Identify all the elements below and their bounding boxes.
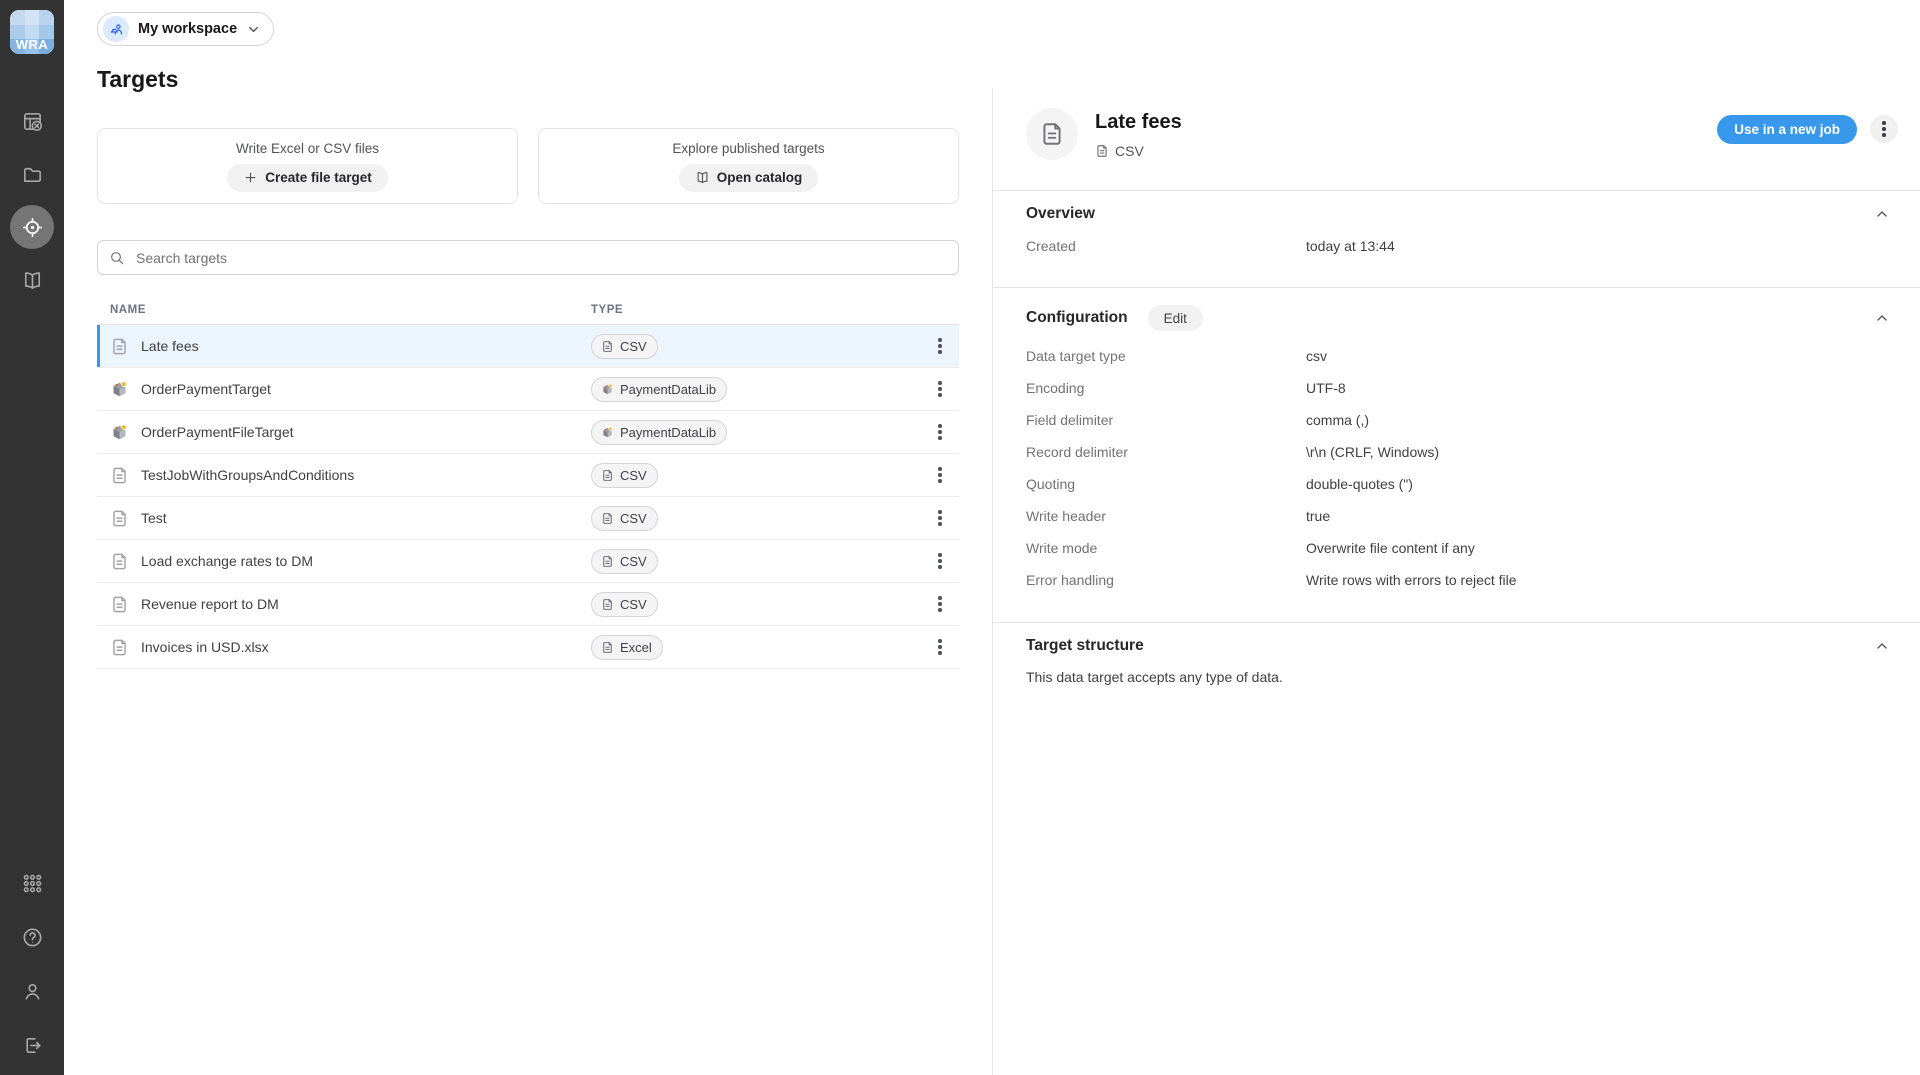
row-menu-button[interactable] [932,547,948,575]
target-name: Late fees [141,338,199,354]
field-value: Write rows with errors to reject file [1306,572,1517,588]
field-label: Field delimiter [1026,412,1114,428]
workspace-icon [103,16,129,42]
target-name: TestJobWithGroupsAndConditions [141,467,355,483]
detail-title: Late fees [1095,111,1182,133]
help-button[interactable] [10,915,54,959]
document-icon [110,509,129,528]
detail-header [992,88,1920,191]
type-badge [591,420,727,445]
field-value: Overwrite file content if any [1306,540,1475,556]
overview-section [992,191,1920,288]
logout-icon [21,1034,44,1057]
type-badge [591,592,658,617]
action-cards [97,128,959,204]
collapse-overview-button[interactable] [1874,206,1890,222]
target-name: Load exchange rates to DM [141,553,313,569]
type-label: CSV [620,467,647,483]
target-structure-header [1026,637,1890,655]
configuration-fields [1026,345,1890,591]
section-title: Overview [1026,205,1095,222]
section-title: Configuration [1026,309,1128,326]
file-icon [601,641,614,654]
type-label: CSV [620,338,647,354]
field-value: UTF-8 [1306,380,1346,396]
button-label: Create file target [265,170,372,185]
table-row[interactable] [97,626,959,669]
configuration-section [992,288,1920,623]
account-button[interactable] [10,969,54,1013]
row-menu-button[interactable] [932,418,948,446]
type-badge [591,334,658,359]
field-value: today at 13:44 [1306,238,1395,254]
sidebar [0,0,64,1075]
target-name: OrderPaymentFileTarget [141,424,294,440]
table-row[interactable] [97,497,959,540]
card-description: Explore published targets [672,140,825,156]
field-label: Created [1026,238,1076,254]
type-label: CSV [620,596,647,612]
app-logo[interactable] [10,10,54,54]
subtype-label: CSV [1115,143,1144,159]
chevron-up-icon [1874,310,1890,326]
row-menu-button[interactable] [932,590,948,618]
open-catalog-card [538,128,959,204]
document-icon [1039,121,1065,147]
row-menu-button[interactable] [932,633,948,661]
file-icon [1095,144,1109,158]
table-row[interactable] [97,368,959,411]
target-name: Revenue report to DM [141,596,279,612]
document-icon [110,552,129,571]
sidebar-nav [10,99,54,302]
library-icon [110,380,129,399]
target-icon [21,216,44,239]
detail-subtype [1095,143,1182,159]
table-header [97,296,959,325]
open-catalog-button[interactable] [679,164,819,192]
avatar [1026,108,1078,160]
table-body [97,325,959,669]
document-icon [110,337,129,356]
target-name: OrderPaymentTarget [141,381,271,397]
type-badge [591,549,658,574]
config-field [1026,569,1890,591]
button-label: Open catalog [716,170,803,185]
sidebar-item-jobs[interactable] [10,99,54,143]
config-field [1026,537,1890,559]
logout-button[interactable] [10,1023,54,1067]
apps-grid-button[interactable] [10,861,54,905]
row-menu-button[interactable] [932,461,948,489]
file-icon [601,340,614,353]
config-field [1026,473,1890,495]
folder-icon [21,163,44,186]
field-label: Encoding [1026,380,1085,396]
help-icon [21,926,44,949]
overview-field [1026,235,1890,257]
user-icon [21,980,44,1003]
field-label: Error handling [1026,572,1114,588]
detail-menu-button[interactable] [1870,115,1898,143]
apps-grid-icon [21,872,44,895]
type-label: CSV [620,553,647,569]
field-label: Quoting [1026,476,1076,492]
chevron-down-icon [246,22,261,37]
search-icon [109,250,125,266]
workspace-label: My workspace [138,21,238,37]
sidebar-item-targets[interactable] [10,205,54,249]
target-structure-section [992,623,1920,685]
row-menu-button[interactable] [932,332,948,360]
type-label: PaymentDataLib [620,424,717,440]
type-badge [591,463,658,488]
type-label: PaymentDataLib [620,381,717,397]
workspace-selector[interactable] [97,12,274,46]
table-row[interactable] [97,411,959,454]
configuration-header [1026,304,1890,332]
config-field [1026,345,1890,367]
field-value: true [1306,508,1331,524]
sidebar-item-catalog[interactable] [10,258,54,302]
field-label: Write header [1026,508,1106,524]
type-label: Excel [620,639,652,655]
section-title: Target structure [1026,637,1144,654]
use-in-new-job-button[interactable]: Use in a new job [1717,115,1857,144]
document-icon [110,595,129,614]
library-icon [110,423,129,442]
book-icon [695,170,710,185]
edit-configuration-button[interactable]: Edit [1148,305,1203,331]
table-cancel-icon [21,110,44,133]
table-row[interactable] [97,454,959,497]
field-label: Write mode [1026,540,1098,556]
config-field [1026,505,1890,527]
field-value: comma (,) [1306,412,1369,428]
page-title: Targets [97,66,179,92]
chevron-up-icon [1874,206,1890,222]
create-file-target-button[interactable] [227,164,388,192]
library-icon [601,426,614,439]
panel-divider [992,88,993,1075]
plus-icon [243,170,258,185]
field-value: \r\n (CRLF, Windows) [1306,444,1440,460]
file-icon [601,512,614,525]
file-icon [601,555,614,568]
search-targets [97,240,959,275]
column-header-type: TYPE [591,304,624,316]
detail-title-block [1095,108,1182,159]
target-detail-panel [992,0,1920,1075]
field-label: Record delimiter [1026,444,1128,460]
logo-text: WRA [15,37,49,52]
document-icon [110,466,129,485]
config-field [1026,441,1890,463]
type-badge [591,506,658,531]
type-label: CSV [620,510,647,526]
target-name: Test [141,510,167,526]
table-row[interactable] [97,583,959,626]
collapse-configuration-button[interactable] [1874,310,1890,326]
book-icon [21,269,44,292]
overview-header [1026,205,1890,223]
file-icon [601,469,614,482]
sidebar-bottom-nav [10,861,54,1067]
targets-list-panel [64,0,992,1075]
type-badge [591,377,727,402]
search-input[interactable] [134,249,947,267]
card-description: Write Excel or CSV files [235,140,380,156]
config-field [1026,409,1890,431]
column-header-name: NAME [110,304,146,316]
field-value: double-quotes (") [1306,476,1413,492]
type-badge [591,635,663,660]
field-value: csv [1306,348,1327,364]
create-file-target-card [97,128,518,204]
targets-table [97,296,959,669]
table-row[interactable] [97,540,959,583]
config-field [1026,377,1890,399]
file-icon [601,598,614,611]
field-label: Data target type [1026,348,1126,364]
sidebar-item-sources[interactable] [10,152,54,196]
table-row[interactable] [97,325,959,368]
chevron-up-icon [1874,638,1890,654]
row-menu-button[interactable] [932,504,948,532]
collapse-target-structure-button[interactable] [1874,638,1890,654]
target-structure-body: This data target accepts any type of data. [1026,669,1283,685]
document-icon [110,638,129,657]
library-icon [601,383,614,396]
target-name: Invoices in USD.xlsx [141,639,269,655]
row-menu-button[interactable] [932,375,948,403]
